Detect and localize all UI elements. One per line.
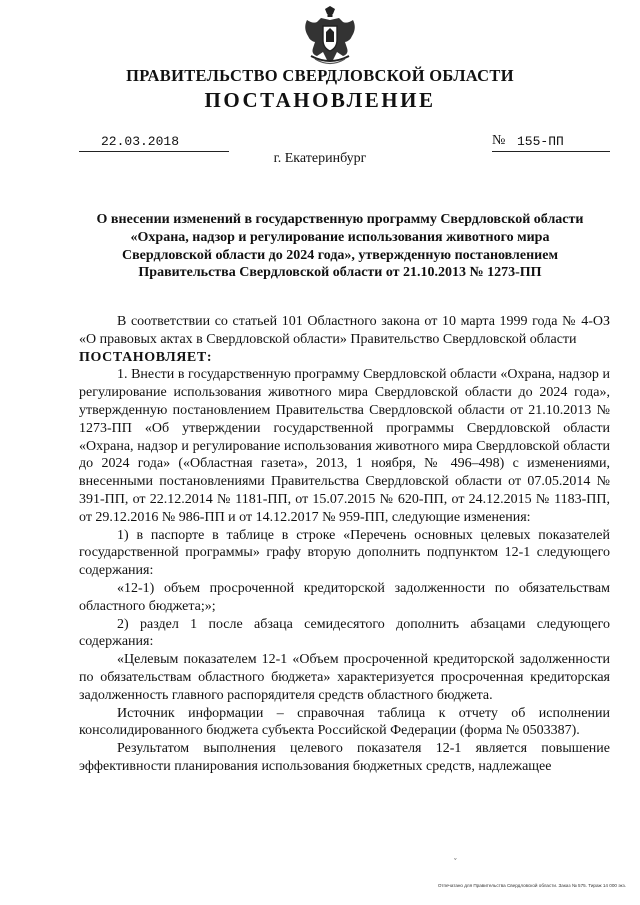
- heading-line: «Охрана, надзор и регулирование использования животного мира: [130, 229, 550, 245]
- body-paragraph: Источник информации – справочная таблица к отчету об исполнении консолидированного бюджета субъекта Российской Федерации (форма № 0503387).: [79, 705, 610, 739]
- number-sign: №: [492, 133, 506, 148]
- document-number: 155-ПП: [517, 134, 564, 149]
- body-paragraph: «Целевым показателем 12-1 «Объем просроченной кредиторской задолженности по обязательствам областного бюджета» характеризуется просроченная кредиторская задолженность главного распорядителя средств областного бюджета.: [79, 652, 610, 703]
- city: г. Екатеринбург: [273, 151, 367, 166]
- government-title: ПРАВИТЕЛЬСТВО СВЕРДЛОВСКОЙ ОБЛАСТИ: [126, 66, 514, 85]
- body-paragraph: Результатом выполнения целевого показателя 12-1 является повышение эффективности планирования использования бюджетных средств, надлежащее: [79, 741, 610, 774]
- heading-line: Свердловской области до 2024 года», утвержденную постановлением: [122, 247, 558, 263]
- heading-line: О внесении изменений в государственную программу Свердловской области: [96, 212, 584, 227]
- scan-mark: ˇ: [454, 857, 457, 866]
- heading-line: Правительства Свердловской области от 21.10.2013 № 1273-ПП: [138, 265, 542, 281]
- print-footer: Отпечатано для Правительства Свердловской области. Заказ № 575. Тираж 14 000 экз.: [437, 883, 626, 888]
- body-paragraph: 1) в паспорте в таблице в строке «Перечень основных целевых показателей государственной программы» графу вторую дополнить подпунктом 12-1 следующего содержания:: [79, 527, 610, 579]
- document-date: 22.03.2018: [101, 134, 180, 149]
- date-field: [79, 135, 229, 152]
- body-paragraph: В соответствии со статьей 101 Областного закона от 10 марта 1999 года № 4-ОЗ «О правовых актах в Свердловской области» Правительство Свердловской области: [79, 314, 610, 347]
- document-heading: [70, 211, 610, 282]
- body-paragraph: «12-1) объем просроченной кредиторской задолженности по обязательствам областного бюджета;»;: [79, 580, 610, 614]
- resolves-label: ПОСТАНОВЛЯЕТ:: [79, 349, 213, 365]
- body-paragraph: 1. Внести в государственную программу Свердловской области «Охрана, надзор и регулирование использования животного мира Свердловской области до 2024 года», утвержденную постановлением Правительства Свердловской области от 21.10.2013 № 1273-ПП «Об утверждении государственной программы Свердловской области «Охрана, надзор и регулирование использования животного мира Свердловской области до 2024 года» («Областная газета», 2013, 1 ноября, № 496–498) с изменениями, внесенными постановлениями Правительства Свердловской области от 07.05.2014 № 391-ПП, от 22.12.2014 № 1181-ПП, от 15.07.2015 № 620-ПП, от 24.12.2015 № 1183-ПП, от 29.12.2016 № 986-ПП и от 14.12.2017 № 959-ПП, следующие изменения:: [79, 367, 610, 525]
- body-paragraph: 2) раздел 1 после абзаца семидесятого дополнить абзацами следующего содержания:: [79, 616, 610, 650]
- number-field: [492, 135, 610, 152]
- coat-of-arms-icon: [303, 6, 357, 66]
- document-type: ПОСТАНОВЛЕНИЕ: [204, 88, 436, 112]
- document-body: [79, 313, 610, 776]
